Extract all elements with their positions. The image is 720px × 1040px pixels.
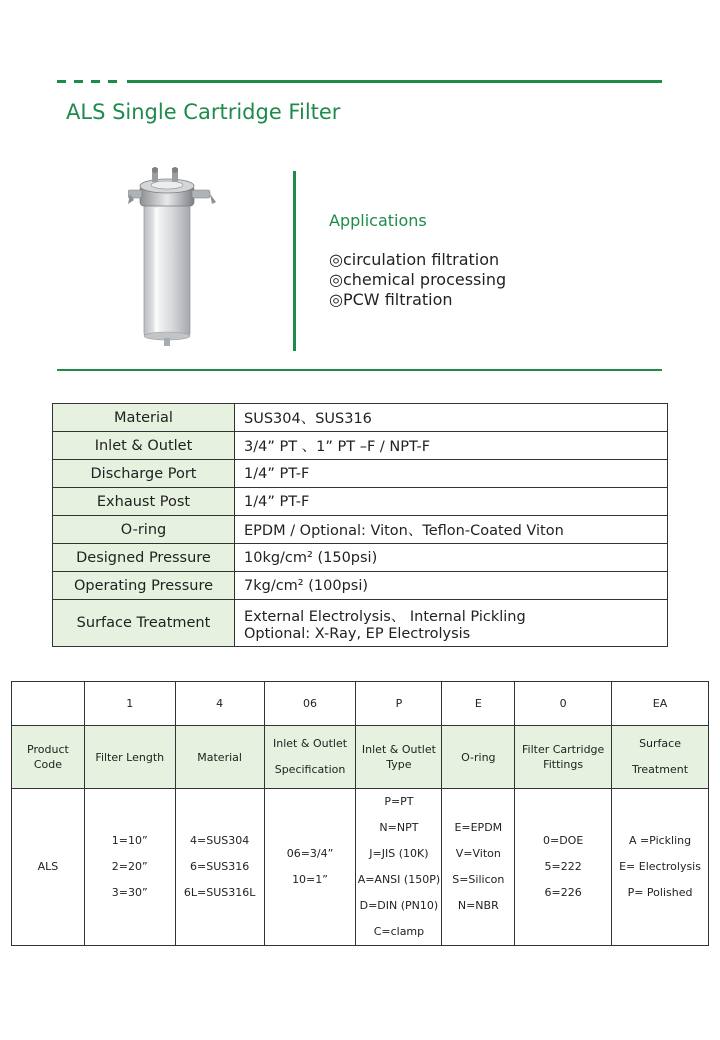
header-line: Type [386, 758, 412, 771]
options-cell [175, 789, 264, 946]
spec-label: Discharge Port [53, 460, 235, 488]
spec-row [53, 572, 668, 600]
header-cell [84, 726, 175, 789]
header-cell [442, 726, 515, 789]
option-line: E=EPDM [454, 821, 503, 834]
option-line: ALS [37, 860, 59, 873]
spec-row [53, 516, 668, 544]
option-line: 1=10” [111, 834, 148, 847]
header-cell [264, 726, 356, 789]
header-line: Surface [639, 737, 681, 750]
spec-value: EPDM / Optional: Viton、Teflon-Coated Viton [235, 516, 668, 544]
header-line: Inlet & Outlet [361, 743, 436, 756]
option-line: 6=226 [544, 886, 582, 899]
spec-label: Exhaust Post [53, 488, 235, 516]
option-line: 6=SUS316 [190, 860, 250, 873]
option-line: 5=222 [544, 860, 582, 873]
options-cell [356, 789, 442, 946]
options-cell [612, 789, 709, 946]
header-line: Filter Length [95, 750, 165, 764]
options-cell [442, 789, 515, 946]
header-cell [12, 726, 85, 789]
page-title: ALS Single Cartridge Filter [66, 100, 341, 124]
spec-row [53, 432, 668, 460]
code-cell [12, 682, 85, 726]
spec-value-line: External Electrolysis、 Internal Pickling [244, 608, 526, 625]
option-line: 0=DOE [543, 834, 584, 847]
header-cell [612, 726, 709, 789]
option-line: P= Polished [627, 886, 693, 899]
spec-label: Material [53, 404, 235, 432]
option-line: A=ANSI (150P) [357, 873, 441, 886]
options-cell [84, 789, 175, 946]
spec-value: 10kg/cm² (150psi) [235, 544, 668, 572]
code-cell: P [356, 682, 442, 726]
option-line: 2=20” [111, 860, 148, 873]
option-line: E= Electrolysis [619, 860, 701, 873]
code-cell: EA [612, 682, 709, 726]
spec-value [235, 600, 668, 647]
option-line: 3=30” [111, 886, 148, 899]
application-item: ◎circulation filtration [329, 250, 500, 269]
header-line: Product [27, 743, 69, 756]
spec-row [53, 460, 668, 488]
application-item: ◎PCW filtration [329, 290, 453, 309]
spec-row [53, 600, 668, 647]
spec-label: Operating Pressure [53, 572, 235, 600]
header-line: Inlet & Outlet [273, 737, 348, 750]
option-line: 10=1” [292, 873, 328, 886]
option-line: N=NBR [457, 899, 499, 912]
code-cell: 4 [175, 682, 264, 726]
option-line: D=DIN (PN10) [359, 899, 439, 912]
spec-value: 7kg/cm² (100psi) [235, 572, 668, 600]
options-cell [515, 789, 612, 946]
option-line: V=Viton [455, 847, 501, 860]
option-line: S=Silicon [452, 873, 505, 886]
spec-row [53, 404, 668, 432]
spec-value: 1/4” PT-F [235, 460, 668, 488]
header-cell [515, 726, 612, 789]
header-line: Filter Cartridge [522, 743, 605, 756]
applications-title: Applications [329, 211, 427, 230]
header-line: O-ring [461, 750, 496, 764]
spec-label: Designed Pressure [53, 544, 235, 572]
product-image [128, 164, 218, 348]
section-divider [57, 369, 662, 371]
spec-value-line: Optional: X-Ray, EP Electrolysis [244, 625, 471, 642]
spec-label: Surface Treatment [53, 600, 235, 647]
header-divider [57, 80, 662, 83]
applications-list [329, 250, 506, 310]
spec-label: O-ring [53, 516, 235, 544]
option-line: 06=3/4” [286, 847, 334, 860]
header-line: Treatment [632, 763, 689, 776]
spec-value: 3/4” PT 、1” PT –F / NPT-F [235, 432, 668, 460]
header-line: Fittings [543, 758, 584, 771]
spec-table [52, 403, 668, 647]
application-item: ◎chemical processing [329, 270, 507, 289]
header-cell [356, 726, 442, 789]
spec-label: Inlet & Outlet [53, 432, 235, 460]
options-cell [264, 789, 356, 946]
option-line: C=clamp [373, 925, 425, 938]
header-row [12, 726, 709, 789]
code-cell: 1 [84, 682, 175, 726]
spec-value: 1/4” PT-F [235, 488, 668, 516]
option-line: 4=SUS304 [190, 834, 250, 847]
vertical-divider [293, 171, 296, 351]
spec-value: SUS304、SUS316 [235, 404, 668, 432]
header-line: Material [197, 750, 242, 764]
option-line: N=NPT [379, 821, 419, 834]
code-cell: 0 [515, 682, 612, 726]
options-cell [12, 789, 85, 946]
code-cell: 06 [264, 682, 356, 726]
code-cell: E [442, 682, 515, 726]
options-row [12, 789, 709, 946]
ordering-code-table [11, 681, 709, 946]
header-cell [175, 726, 264, 789]
option-line: 6L=SUS316L [183, 886, 256, 899]
option-line: P=PT [384, 795, 414, 808]
code-row [12, 682, 709, 726]
header-line: Specification [274, 763, 346, 776]
option-line: A =Pickling [628, 834, 692, 847]
header-line: Code [33, 758, 63, 771]
spec-row [53, 544, 668, 572]
spec-row [53, 488, 668, 516]
option-line: J=JIS (10K) [369, 847, 429, 860]
